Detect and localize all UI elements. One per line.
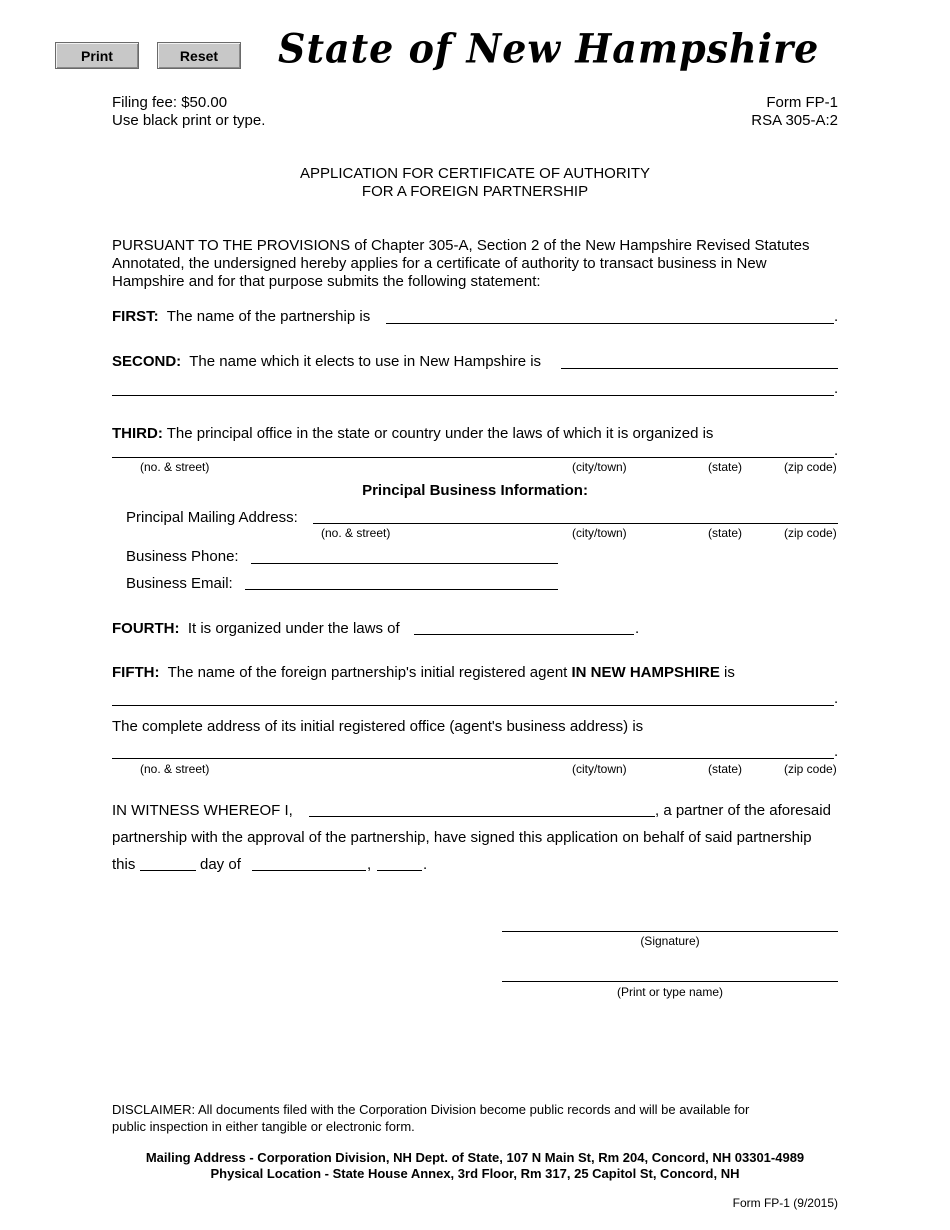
instructions: Use black print or type. [112, 112, 266, 129]
year-field[interactable] [377, 870, 422, 871]
third-text: The principal office in the state or country under the laws of which it is organized is [166, 425, 714, 442]
zip-caption: (zip code) [784, 526, 837, 540]
city-caption: (city/town) [572, 460, 627, 474]
physical-location: Physical Location - State House Annex, 3rd Floor, Rm 317, 25 Capitol St, Concord, NH [210, 1166, 740, 1181]
form-title-line1: APPLICATION FOR CERTIFICATE OF AUTHORITY [299, 165, 651, 182]
mailing-address-label: Principal Mailing Address: [126, 509, 298, 526]
principal-office-field[interactable] [112, 457, 834, 458]
state-caption: (state) [708, 460, 743, 474]
first-text: The name of the partnership is [166, 308, 371, 325]
city-caption: (city/town) [572, 526, 627, 540]
witness-end: , a partner of the aforesaid [655, 802, 831, 819]
day-field[interactable] [140, 870, 196, 871]
witness-start: IN WITNESS WHEREOF I, [112, 802, 293, 819]
registered-office-text: The complete address of its initial registered office (agent's business address) is [112, 718, 644, 735]
period: . [834, 308, 839, 325]
printed-name-caption: (Print or type name) [616, 985, 724, 999]
principal-heading: Principal Business Information: [362, 482, 588, 499]
partner-name-field[interactable] [309, 816, 655, 817]
nh-name-field[interactable] [561, 368, 838, 369]
third-label: THIRD: [112, 425, 163, 442]
second-statement [112, 353, 541, 370]
printed-name-field[interactable] [502, 981, 838, 982]
mailing-address: Mailing Address - Corporation Division, NH Dept. of State, 107 N Main St, Rm 204, Concord, NH 03301-4989 [145, 1150, 805, 1165]
rsa-ref: RSA 305-A:2 [751, 112, 838, 129]
jurisdiction-field[interactable] [414, 634, 634, 635]
intro-line-3: Hampshire and for that purpose submits the following statement: [112, 273, 541, 290]
period: . [834, 690, 839, 707]
registered-office-field[interactable] [112, 758, 834, 759]
signature-field[interactable] [502, 931, 838, 932]
period: . [834, 380, 839, 397]
first-statement [112, 308, 370, 325]
fifth-text-end: is [724, 664, 735, 681]
fifth-label: FIFTH: [112, 664, 160, 681]
street-caption: (no. & street) [321, 526, 391, 540]
fourth-statement [112, 620, 400, 637]
state-title: State of New Hampshire [278, 24, 820, 73]
period: . [635, 620, 640, 637]
intro-line-2: Annotated, the undersigned hereby applies for a certificate of authority to transact business in New [112, 255, 767, 272]
fifth-text: The name of the foreign partnership's initial registered agent [167, 664, 568, 681]
form-title-line2: FOR A FOREIGN PARTNERSHIP [361, 183, 589, 200]
state-caption: (state) [708, 526, 743, 540]
form-version: Form FP-1 (9/2015) [732, 1196, 838, 1210]
reset-button[interactable]: Reset [157, 42, 241, 69]
zip-caption: (zip code) [784, 460, 837, 474]
witness-line-2: partnership with the approval of the partnership, have signed this application on behalf of said partnership [112, 829, 812, 846]
comma: , [367, 856, 372, 873]
first-label: FIRST: [112, 308, 159, 325]
registered-agent-field[interactable] [112, 705, 834, 706]
city-caption: (city/town) [572, 762, 627, 776]
month-field[interactable] [252, 870, 366, 871]
fifth-emphasis: IN NEW HAMPSHIRE [571, 664, 720, 681]
street-caption: (no. & street) [140, 460, 210, 474]
business-phone-label: Business Phone: [126, 548, 239, 565]
print-button[interactable]: Print [55, 42, 139, 69]
state-caption: (state) [708, 762, 743, 776]
business-email-field[interactable] [245, 589, 558, 590]
street-caption: (no. & street) [140, 762, 210, 776]
signature-caption: (Signature) [640, 934, 700, 948]
zip-caption: (zip code) [784, 762, 837, 776]
form-id: Form FP-1 [766, 94, 838, 111]
third-statement [112, 425, 713, 442]
business-email-label: Business Email: [126, 575, 233, 592]
nh-name-field-continued[interactable] [112, 395, 834, 396]
period: . [834, 743, 839, 760]
disclaimer-line-1: DISCLAIMER: All documents filed with the Corporation Division become public records and will be available for [112, 1102, 750, 1117]
fourth-text: It is organized under the laws of [187, 620, 400, 637]
partnership-name-field[interactable] [386, 323, 834, 324]
second-label: SECOND: [112, 353, 182, 370]
fourth-label: FOURTH: [112, 620, 180, 637]
witness-day-of: day of [200, 856, 241, 873]
disclaimer-line-2: public inspection in either tangible or electronic form. [112, 1119, 415, 1134]
period: . [423, 856, 428, 873]
mailing-address-field[interactable] [313, 523, 838, 524]
period: . [834, 442, 839, 459]
witness-this: this [112, 856, 136, 873]
business-phone-field[interactable] [251, 563, 558, 564]
filing-fee: Filing fee: $50.00 [112, 94, 228, 111]
intro-line-1: PURSUANT TO THE PROVISIONS of Chapter 305-A, Section 2 of the New Hampshire Revised Statutes [112, 237, 810, 254]
fifth-statement [112, 664, 735, 681]
second-text: The name which it elects to use in New Hampshire is [189, 353, 542, 370]
